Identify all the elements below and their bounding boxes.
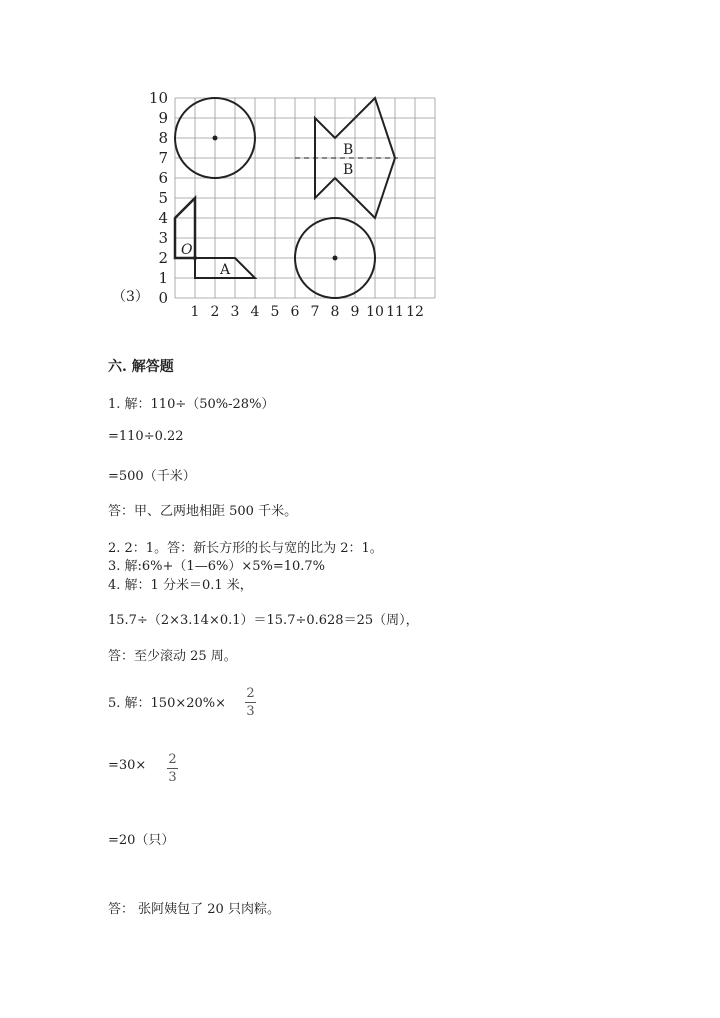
- x-tick-label: 11: [386, 304, 404, 320]
- q5-line3: =20（只）: [108, 833, 175, 848]
- shape-b-upper-label: B: [343, 142, 354, 158]
- q3-line1: 3. 解:6%+（1—6%）×5%=10.7%: [108, 559, 326, 574]
- q5-fraction-1-numerator: 2: [246, 686, 255, 701]
- q5-fraction-1: [245, 686, 256, 719]
- point-o-label: O: [181, 242, 193, 258]
- x-tick-label: 12: [406, 304, 424, 320]
- q4-line1: 4. 解：1 分米＝0.1 米，: [108, 578, 253, 593]
- grid-lines: [175, 98, 435, 298]
- y-tick-labels: [149, 89, 168, 307]
- x-tick-labels: [191, 304, 424, 320]
- q1-answer: 答：甲、乙两地相距 500 千米。: [108, 504, 298, 519]
- y-tick-label: 9: [158, 109, 168, 127]
- x-tick-label: 7: [310, 304, 320, 320]
- q5-answer: 答： 张阿姨包了 20 只肉粽。: [108, 902, 280, 917]
- part-label: （3）: [112, 289, 149, 305]
- x-tick-label: 3: [230, 304, 240, 320]
- y-tick-label: 10: [148, 89, 168, 107]
- x-tick-label: 8: [330, 304, 340, 320]
- q1-line3: =500（千米）: [108, 469, 196, 484]
- circle-lower-right-center: [333, 256, 338, 261]
- x-tick-label: 1: [190, 304, 200, 320]
- x-tick-label: 9: [350, 304, 360, 320]
- y-tick-label: 6: [158, 169, 168, 187]
- q5-fraction-2: [167, 752, 178, 785]
- x-tick-label: 5: [270, 304, 280, 320]
- y-tick-label: 5: [158, 189, 168, 207]
- x-tick-label: 6: [290, 304, 300, 320]
- q5-fraction-2-denominator: 3: [168, 770, 177, 785]
- y-tick-label: 1: [158, 269, 168, 287]
- y-tick-label: 8: [158, 129, 168, 147]
- y-tick-label: 7: [158, 149, 168, 167]
- section-heading: 六. 解答题: [108, 359, 174, 375]
- q4-answer: 答：至少滚动 25 周。: [108, 649, 237, 664]
- q5-line2: =30×: [108, 758, 147, 773]
- x-tick-label: 4: [250, 304, 260, 320]
- shape-b-lower-label: B: [343, 162, 354, 178]
- q1-line2: =110÷0.22: [108, 429, 184, 444]
- y-tick-label: 2: [158, 249, 168, 267]
- y-tick-label: 0: [158, 289, 168, 307]
- q5-fraction-1-denominator: 3: [246, 704, 255, 719]
- fraction-bar: [245, 702, 256, 703]
- x-tick-label: 2: [210, 304, 220, 320]
- q4-line2: 15.7÷（2×3.14×0.1）＝15.7÷0.628＝25（周），: [108, 613, 419, 628]
- q5-fraction-2-numerator: 2: [168, 752, 177, 767]
- q1-line1: 1. 解：110÷（50%-28%）: [108, 397, 275, 412]
- fraction-bar: [167, 768, 178, 769]
- x-tick-label: 10: [366, 304, 384, 320]
- y-tick-label: 4: [158, 209, 168, 227]
- y-tick-label: 3: [158, 229, 168, 247]
- shape-a-label: A: [220, 262, 231, 278]
- q2-line1: 2. 2：1。答：新长方形的长与宽的比为 2：1。: [108, 541, 383, 556]
- q5-line1: 5. 解：150×20%×: [108, 696, 227, 711]
- grid-figure: [140, 88, 440, 328]
- circle-upper-left-center: [213, 136, 218, 141]
- point-o: [193, 256, 197, 260]
